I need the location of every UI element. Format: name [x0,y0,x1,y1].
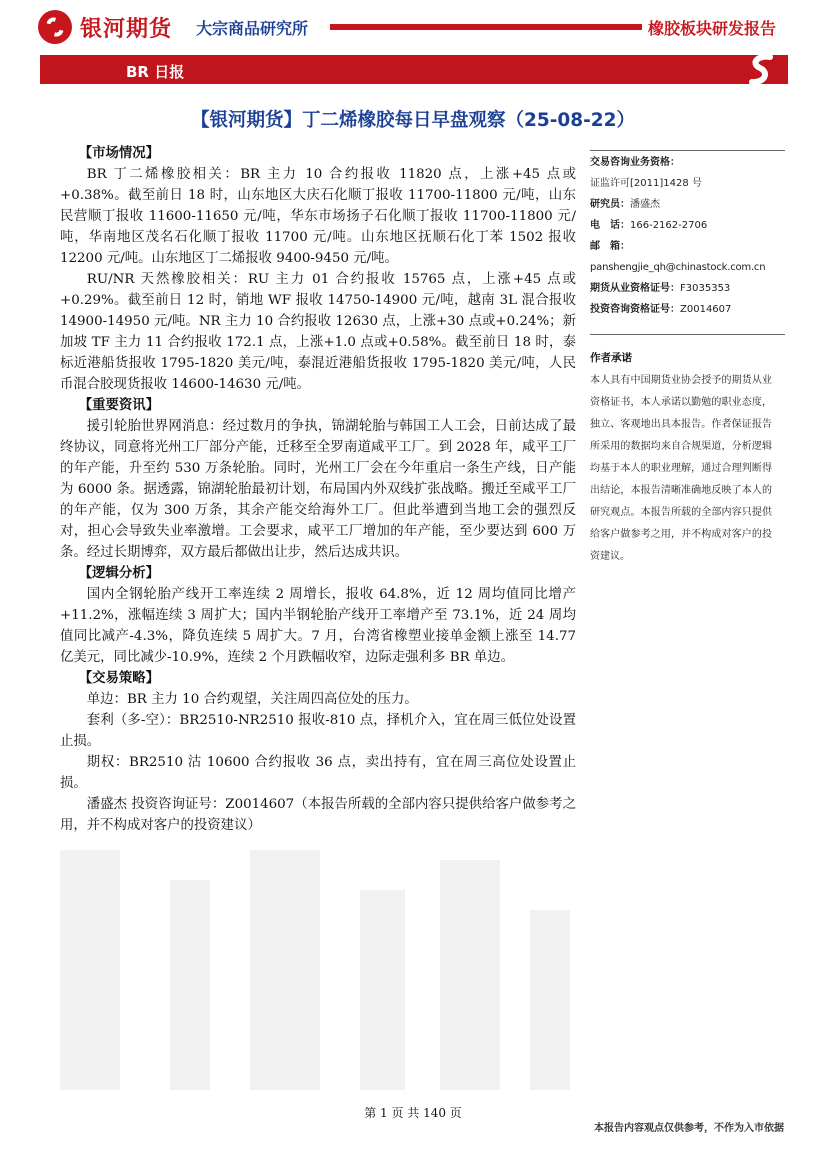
email-label: 邮 箱： [590,241,630,252]
footer-disclaimer: 本报告内容观点仅供参考，不作为入市依据 [594,1123,784,1134]
paragraph: 潘盛杰 投资咨询证号：Z0014607（本报告所载的全部内容只提供给客户做参考之用，并不构成对客户的投资建议） [60,797,576,833]
report-banner [40,55,788,84]
sidebar-divider [590,334,785,335]
section-heading: 【市场情况】 [78,145,160,161]
sidebar-divider [590,150,785,151]
analyst-info [590,152,780,320]
section-heading: 【交易策略】 [78,670,160,686]
header-rule [330,24,642,30]
paragraph: 期权：BR2510 沽 10600 合约报收 36 点，卖出持有，宜在周三高位处设置止损。 [60,755,576,791]
futures-cert: F3035353 [680,283,731,294]
paragraph: 套利（多-空）：BR2510-NR2510 报收-810 点，择机介入，宜在周三低位处设置止损。 [60,713,576,749]
license-number: 证监许可[2011]1428 号 [590,178,702,189]
paragraph: BR 丁二烯橡胶相关：BR 主力 10 合约报收 11820 点，上涨+45 点或+0.38%。截至前日 18 时，山东地区大庆石化顺丁报收 11700-11800 元/吨，山东民营顺丁报收 11600-11650 元/吨，华东市场扬子石化顺丁报收 11700-11800 元/吨，华南地区茂名石化顺丁报收 11700 元/吨。山东地区抚顺石化丁苯 1502 报收 12200 元/吨。山东地区丁二烯报收 9400-9450 元/吨。 [60,167,576,266]
paragraph: 援引轮胎世界网消息：经过数月的争执，锦湖轮胎与韩国工人工会，日前达成了最终协议，同意将光州工厂部分产能，迁移至全罗南道咸平工厂。到 2028 年，咸平工厂的年产能，升至约 530 万条轮胎。同时，光州工厂会在今年重启一条生产线，日产能为 6000 条。据透露，锦湖轮胎最初计划，布局国内外双线扩张战略。搬迁至咸平工厂的年产能，仅为 300 万条，其余产能交给海外工厂。但此举遭到当地工会的强烈反对，担心会导致失业率激增。工会要求，咸平工厂增加的年产能，至少要达到 600 万条。经过长期博弈，双方最后都做出让步，然后达成共识。 [60,419,576,560]
logo-mark-icon [38,10,72,44]
page-number: 第 1 页 共 140 页 [364,1106,462,1120]
researcher-name: 潘盛杰 [630,199,660,210]
researcher-label: 研究员： [590,199,630,210]
section-heading: 【重要资讯】 [78,397,160,413]
pledge-title: 作者承诺 [590,352,632,364]
report-type: 橡胶板块研发报告 [648,19,777,38]
pledge-text: 本人具有中国期货业协会授予的期货从业资格证书，本人承诺以勤勉的职业态度，独立、客观地出具本报告。作者保证报告所采用的数据均来自合规渠道，分析逻辑均基于本人的职业理解，通过合理判断得出结论，本报告清晰准确地反映了本人的研究观点。本报告所载的全部内容只提供给客户做参考之用，并不构成对客户的投资建议。 [590,375,772,562]
phone-label: 电 话： [590,220,630,231]
hotline-title: 交易咨询业务资格： [590,157,680,168]
advisory-cert-label: 投资咨询资格证号： [590,304,680,315]
report-title: 【银河期货】丁二烯橡胶每日早盘观察（25-08-22） [190,110,636,131]
email-address[interactable]: panshengjie_qh@chinastock.com.cn [590,262,766,273]
company-name: 银河期货 [80,16,173,42]
futures-cert-label: 期货从业资格证号： [590,283,680,294]
section-heading: 【逻辑分析】 [78,565,160,581]
watermark [60,850,580,1090]
swoosh-icon [744,53,778,86]
report-body [60,143,576,836]
company-logo [38,10,172,44]
banner-label: BR 日报 [126,63,185,81]
paragraph: 国内全钢轮胎产线开工率连续 2 周增长，报收 64.8%，近 12 周均值同比增产+11.2%，涨幅连续 3 周扩大；国内半钢轮胎产线开工率增产至 73.1%，近 24 周均值同比减产-4.3%，降负连续 5 周扩大。7 月，台湾省橡塑业接单金额上涨至 14.77 亿美元，同比减少-10.9%，连续 2 个月跌幅收窄，边际走强利多 BR 单边。 [60,587,576,665]
institute-name: 大宗商品研究所 [196,19,309,38]
paragraph: RU/NR 天然橡胶相关：RU 主力 01 合约报收 15765 点，上涨+45 点或+0.29%。截至前日 12 时，销地 WF 报收 14750-14900 元/吨，越南 3L 混合报收 14900-14950 元/吨。NR 主力 10 合约报收 12630 点，上涨+30 点或+0.24%；新加坡 TF 主力 11 合约报收 172.1 点，上涨+1.0 点或+0.58%。截至前日 18 时，泰标近港船货报收 1795-1820 美元/吨，泰混近港船货报收 1795-1820 美元/吨，人民币混合胶现货报收 14600-14630 元/吨。 [60,272,576,392]
advisory-cert: Z0014607 [680,304,732,315]
paragraph: 单边：BR 主力 10 合约观望，关注周四高位处的压力。 [86,692,418,707]
phone-number: 166-2162-2706 [630,220,708,231]
